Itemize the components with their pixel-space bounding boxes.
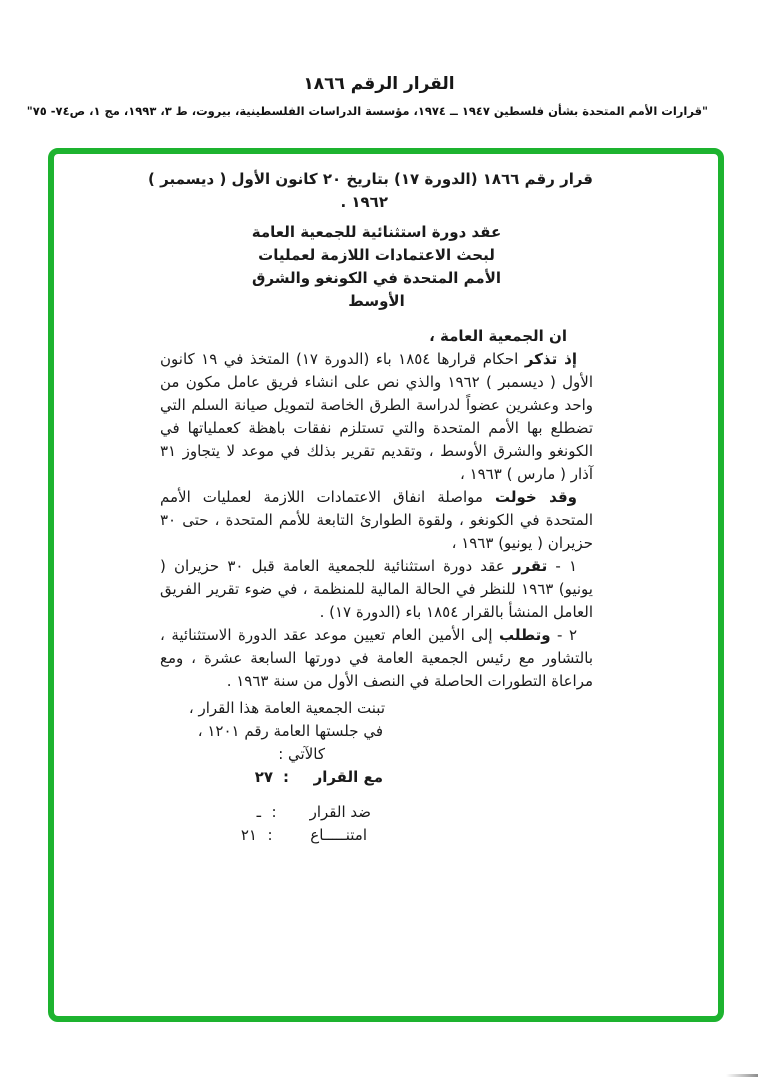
paragraph-text: إلى الأمين العام تعيين موعد عقد الدورة الاستثنائية ، بالتشاور مع رئيس الجمعية العامة في دورتها السابعة عشرة ، ومع مراعاة التطورات الحاصلة في النصف الأول من سنة ١٩٦٣ .: [160, 626, 593, 690]
paragraph-lead: تقرر: [512, 557, 548, 575]
paragraph-number: ١ -: [547, 557, 577, 575]
paragraph-lead: وتطلب: [498, 626, 551, 644]
paragraph-text: احكام قرارها ١٨٥٤ باء (الدورة ١٧) المتخذ في ١٩ كانون الأول ( ديسمبر ) ١٩٦٢ والذي نص على انشاء فريق عامل مكون من واحد وعشرين عضواً لدراسة الطرق الخاصة لتمويل صيانة السلم التي تضطلع بها الأمم المتحدة والتي تستلزم نفقات باهظة كعملياتها في الكونغو والشرق الأوسط ، وتقديم تقرير بذلك في موعد لا يتجاوز ٣١ آذار ( مارس ) ١٩٦٣ ،: [160, 350, 593, 483]
paragraph-authorized: [160, 486, 593, 555]
adoption-line2: في جلستها العامة رقم ١٢٠١ ،: [197, 722, 383, 740]
adoption-line3: كالآتي :: [278, 745, 325, 763]
resolution-title-line: الأوسط: [348, 292, 405, 310]
resolution-title: [160, 221, 593, 313]
vote-separator: :: [271, 803, 277, 821]
paragraph-lead: إذ تذكر: [524, 350, 578, 368]
resolution-title-line: لبحث الاعتمادات اللازمة لعمليات: [258, 246, 495, 264]
paragraph-text: مواصلة انفاق الاعتمادات اللازمة لعمليات الأمم المتحدة في الكونغو ، ولقوة الطوارئ التابعة للأمم المتحدة ، حتى ٣٠ حزيران ( يونيو) ١٩٦٣ ،: [160, 488, 593, 552]
paragraph-lead: وقد خولت: [494, 488, 577, 506]
scan-edge-artifact: [726, 1074, 758, 1077]
paragraph-operative-1: [160, 555, 593, 624]
source-citation: "قرارات الأمم المتحدة بشأن فلسطين ١٩٤٧ ــ ١٩٧٤، مؤسسة الدراسات الفلسطينية، بيروت، ط ٣، ١٩٩٣، مج ١، ص٧٤- ٧٥": [26, 104, 708, 118]
paragraph-number: ٢ -: [550, 626, 577, 644]
salutation-line: ان الجمعية العامة ،: [429, 327, 567, 345]
resolution-intro-line2: ١٩٦٢ .: [340, 193, 388, 211]
document-body: [148, 168, 593, 847]
vote-separator: :: [267, 826, 273, 844]
vote-count: ـ: [256, 803, 261, 821]
paragraph-text: عقد دورة استثنائية للجمعية العامة قبل ٣٠ حزيران ( يونيو) ١٩٦٣ للنظر في الحالة المالية للمنظمة ، في ضوء تقرير الفريق العامل المنشأ بالقرار ١٨٥٤ باء (الدورة ١٧) .: [160, 557, 593, 621]
vote-row-against: [160, 801, 593, 824]
vote-row-for: [160, 766, 593, 789]
vote-count: ٢١: [240, 826, 257, 844]
paragraph-operative-2: [160, 624, 593, 693]
resolution-intro-line1: قرار رقم ١٨٦٦ (الدورة ١٧) بتاريخ ٢٠ كانون الأول ( ديسمبر ): [148, 170, 593, 188]
vote-label: امتنـــــاع: [310, 826, 367, 844]
vote-label: ضد القرار: [309, 803, 371, 821]
resolution-title-line: الأمم المتحدة في الكونغو والشرق: [251, 269, 502, 287]
page-title: القرار الرقم ١٨٦٦: [303, 74, 455, 94]
vote-count: ٢٧: [254, 768, 273, 786]
vote-label: مع القرار: [313, 768, 383, 786]
vote-separator: :: [283, 768, 289, 786]
adoption-line1: تبنت الجمعية العامة هذا القرار ،: [188, 699, 385, 717]
vote-row-abstain: [160, 824, 593, 847]
resolution-title-line: عقد دورة استثنائية للجمعية العامة: [251, 223, 502, 241]
paragraph-recalling: [160, 348, 593, 486]
